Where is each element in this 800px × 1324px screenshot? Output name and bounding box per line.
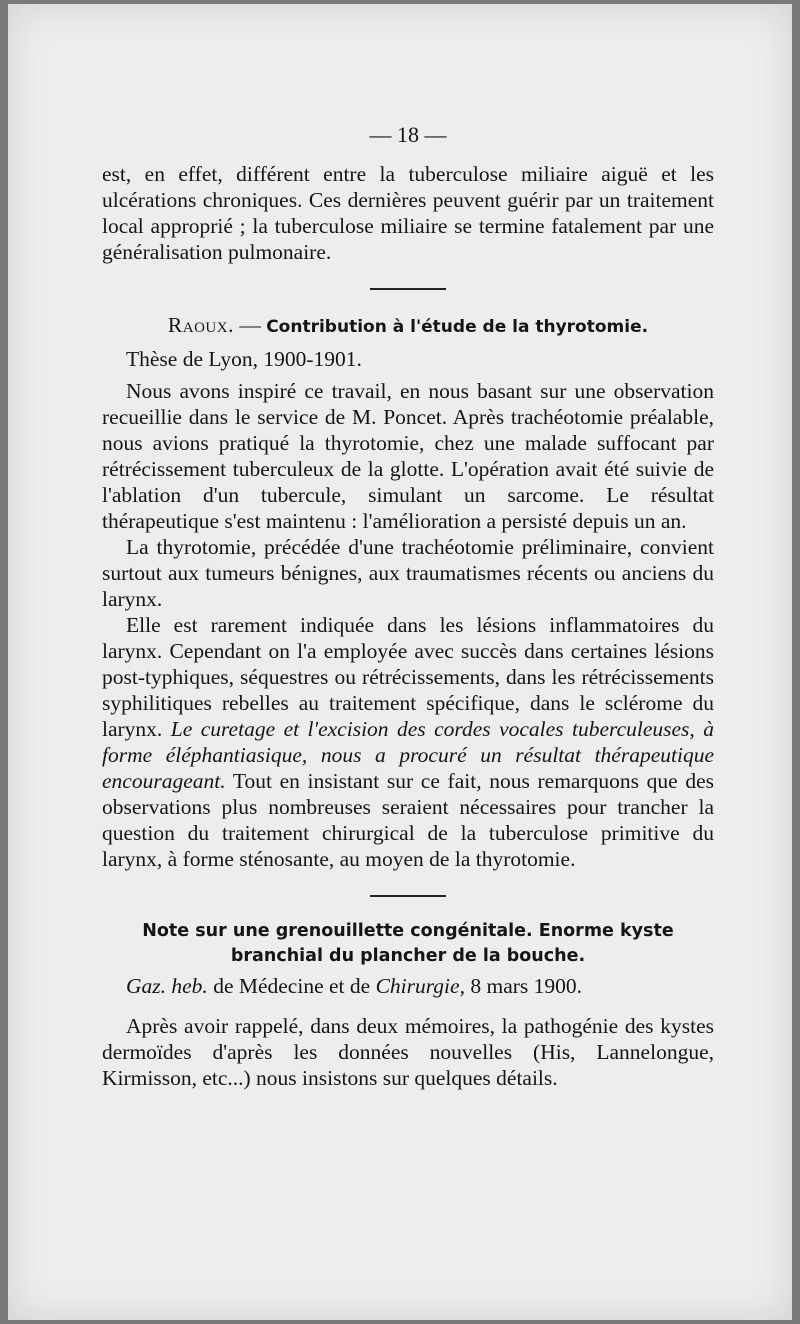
- intro-paragraph: est, en effet, différent entre la tuberculose miliaire aiguë et les ulcérations chroniques. Ces dernières peuvent guérir par un traitement local approprié ; la tuberculose miliaire se termine fatalement par une généralisation pulmonaire.: [102, 162, 714, 264]
- note-paragraph-1: Après avoir rappelé, dans deux mémoires, la pathogénie des kystes dermoïdes d'après les données nouvelles (His, Lannelongue, Kirmisson, etc...) nous insistons sur quelques détails.: [102, 1014, 714, 1090]
- page-number: — 18 —: [369, 122, 447, 147]
- entry-paragraph-3: [102, 612, 714, 872]
- entry-paragraph-2: La thyrotomie, précédée d'une trachéotomie préliminaire, convient surtout aux tumeurs bénignes, aux traumatismes récents ou anciens du larynx.: [102, 535, 714, 611]
- entry-paragraph-1: Nous avons inspiré ce travail, en nous basant sur une observation recueillie dans le service de M. Poncet. Après trachéotomie préalable, nous avions pratiqué la thyrotomie, chez une malade suffocant par rétrécissement tuberculeux de la glotte. L'opération avait été suivie de l'ablation d'un tubercule, simulant un sarcome. Le résultat thérapeutique s'est maintenu : l'amélioration a persisté depuis un an.: [102, 379, 714, 533]
- paragraph-3-italic: Le curetage et l'excision des cordes vocales tuberculeuses, à forme éléphantiasique, nous a procuré un résultat thérapeutique encourageant.: [102, 717, 714, 793]
- note-title: Note sur une grenouillette congénitale. Enorme kyste branchial du plancher de la bouche.: [142, 921, 674, 966]
- paragraph-3-end: Tout en insistant sur ce fait, nous remarquons que des observations plus nombreuses seraient nécessaires pour trancher la question du traitement chirurgical de la tuberculose primitive du larynx, à forme sténosante, au moyen de la thyrotomie.: [102, 769, 714, 871]
- note-source-journal: Gaz. heb.: [126, 974, 208, 998]
- entry-title: Contribution à l'étude de la thyrotomie.: [266, 317, 649, 337]
- entry-source: Thèse de Lyon, 1900-1901.: [126, 347, 362, 371]
- note-source-journal-2: Chirurgie,: [375, 974, 465, 998]
- section-divider-2: [370, 895, 446, 897]
- paragraph-3-start: Elle est rarement indiquée dans les lésions inflammatoires du larynx. Cependant on l'a employée avec succès dans certaines lésions post-typhiques, séquestres ou rétrécissements, dans les rétrécissements syphilitiques rebelles au traitement spécifique, dans le sclérome du larynx.: [102, 613, 714, 741]
- note-source-date: 8 mars 1900.: [464, 974, 583, 998]
- note-source: [102, 973, 714, 999]
- book-page: [8, 4, 792, 1320]
- entry-author: Raoux.: [167, 313, 234, 337]
- note-source-mid: de Médecine et de: [207, 974, 376, 998]
- section-divider: [370, 288, 446, 290]
- page-content: [102, 122, 714, 1091]
- entry-heading: [102, 312, 714, 340]
- entry-dash: —: [233, 313, 267, 337]
